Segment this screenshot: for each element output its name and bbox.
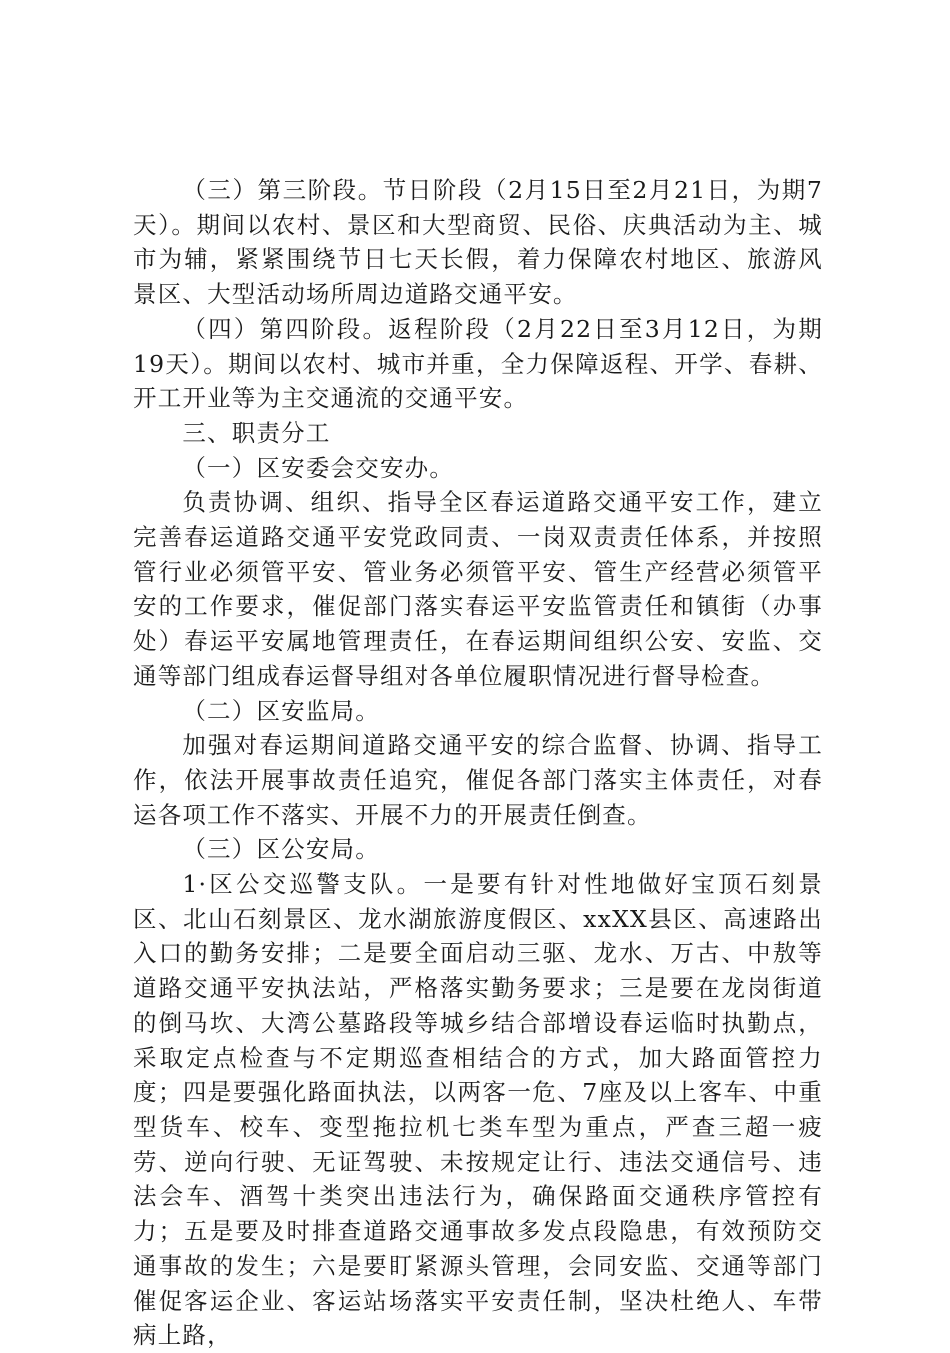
paragraph-stage-three: （三）第三阶段。节日阶段（2月15日至2月21日，为期7天）。期间以农村、景区和大型商贸、民俗、庆典活动为主、城市为辅，紧紧围绕节日七天长假，着力保障农村地区、旅游风景区、大型活动场所周边道路交通平安。 bbox=[133, 176, 823, 309]
section-heading-responsibilities: 三、职责分工 bbox=[182, 418, 331, 447]
subheading-public-security-bureau: （三）区公安局。 bbox=[182, 835, 380, 864]
paragraph-safety-committee-duties: 负责协调、组织、指导全区春运道路交通平安工作，建立完善春运道路交通平安党政同责、一岗双责责任体系，并按照管行业必须管平安、管业务必须管平安、管生产经营必须管平安的工作要求，催促部门落实春运平安监管责任和镇街（办事处）春运平安属地管理责任，在春运期间组织公安、安监、交通等部门组成春运督导组对各单位履职情况进行督导检查。 bbox=[133, 488, 823, 690]
document-body bbox=[133, 173, 823, 1353]
subheading-safety-supervision-bureau: （二）区安监局。 bbox=[182, 696, 380, 725]
subheading-safety-committee: （一）区安委会交安办。 bbox=[182, 453, 455, 482]
paragraph-safety-supervision-duties: 加强对春运期间道路交通平安的综合监督、协调、指导工作，依法开展事故责任追究，催促各部门落实主体责任，对春运各项工作不落实、开展不力的开展责任倒查。 bbox=[133, 731, 823, 829]
paragraph-traffic-police-duties: 1·区公交巡警支队。一是要有针对性地做好宝顶石刻景区、北山石刻景区、龙水湖旅游度假区、xxXX县区、高速路出入口的勤务安排；二是要全面启动三驱、龙水、万古、中敖等道路交通平安执法站，严格落实勤务要求；三是要在龙岗街道的倒马坎、大湾公墓路段等城乡结合部增设春运临时执勤点，采取定点检查与不定期巡查相结合的方式，加大路面管控力度；四是要强化路面执法，以两客一危、7座及以上客车、中重型货车、校车、变型拖拉机七类车型为重点，严查三超一疲劳、逆向行驶、无证驾驶、未按规定让行、违法交通信号、违法会车、酒驾十类突出违法行为，确保路面交通秩序管控有力；五是要及时排查道路交通事故多发点段隐患，有效预防交通事故的发生；六是要盯紧源头管理，会同安监、交通等部门催促客运企业、客运站场落实平安责任制，坚决杜绝人、车带病上路， bbox=[133, 870, 823, 1350]
paragraph-stage-four: （四）第四阶段。返程阶段（2月22日至3月12日，为期19天）。期间以农村、城市并重，全力保障返程、开学、春耕、开工开业等为主交通流的交通平安。 bbox=[133, 314, 823, 413]
